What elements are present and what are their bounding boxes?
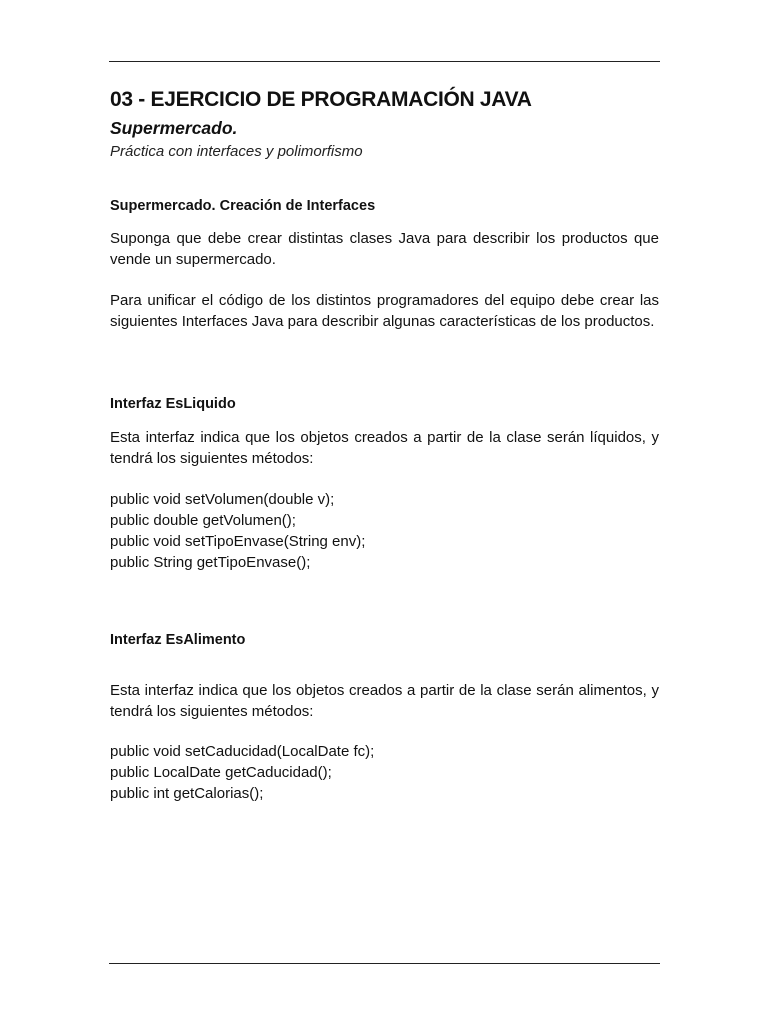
document-subtitle: Supermercado. <box>110 118 238 138</box>
interface-description-esalimento: Esta interfaz indica que los objetos creados a partir de la clase serán alimentos, y tendrá los siguientes métodos: <box>110 682 659 720</box>
method-signature: public int getCalorias(); <box>110 785 264 802</box>
method-list-esalimento <box>110 741 659 804</box>
method-signature: public void setTipoEnvase(String env); <box>110 533 366 550</box>
interface-heading-esalimento: Interfaz EsAlimento <box>110 632 246 648</box>
document-title: 03 - EJERCICIO DE PROGRAMACIÓN JAVA <box>110 88 532 111</box>
intro-paragraph-2: Para unificar el código de los distintos programadores del equipo debe crear las siguientes Interfaces Java para describir algunas características de los productos. <box>110 292 659 330</box>
header-rule <box>109 61 660 62</box>
method-signature: public void setCaducidad(LocalDate fc); <box>110 743 375 760</box>
method-list-esliquido <box>110 489 659 573</box>
method-signature: public LocalDate getCaducidad(); <box>110 764 332 781</box>
footer-rule <box>109 963 660 964</box>
method-signature: public double getVolumen(); <box>110 512 296 529</box>
interface-heading-esliquido: Interfaz EsLiquido <box>110 396 236 412</box>
method-signature: public String getTipoEnvase(); <box>110 554 311 571</box>
section-heading: Supermercado. Creación de Interfaces <box>110 198 376 214</box>
intro-paragraph-1: Suponga que debe crear distintas clases Java para describir los productos que vende un supermercado. <box>110 230 659 268</box>
method-signature: public void setVolumen(double v); <box>110 491 335 508</box>
interface-description-esliquido: Esta interfaz indica que los objetos creados a partir de la clase serán líquidos, y tendrá los siguientes métodos: <box>110 429 659 467</box>
document-caption: Práctica con interfaces y polimorfismo <box>110 143 363 160</box>
